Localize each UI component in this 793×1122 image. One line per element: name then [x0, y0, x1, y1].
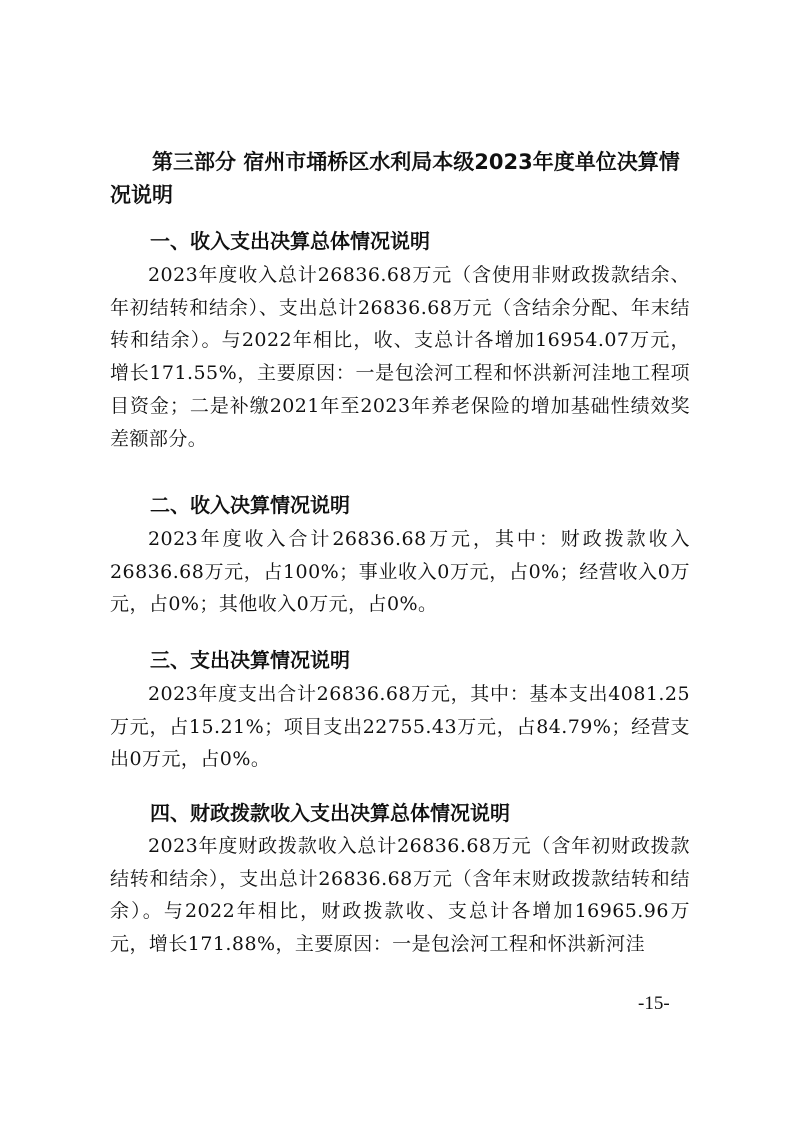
section-body-fiscal-appropriation-overview: 2023年度财政拨款收入总计26836.68万元（含年初财政拨款结转和结余），支出总计26836.68万元（含年末财政拨款结转和结余）。与2022年相比，财政拨款收、支总计各增加16965.96万元，增长171.88%，主要原因：一是包浍河工程和怀洪新河洼 [110, 835, 690, 956]
section-body-expenditure: 2023年度支出合计26836.68万元，其中：基本支出4081.25万元，占15.21%；项目支出22755.43万元，占84.79%；经营支出0万元，占0%。 [110, 683, 690, 771]
section-title-income-expenditure-overview: 一、收入支出决算总体情况说明 [150, 229, 430, 253]
page-number: -15- [638, 993, 670, 1014]
section-body-income-expenditure-overview: 2023年度收入总计26836.68万元（含使用非财政拨款结余、年初结转和结余）、支出总计26836.68万元（含结余分配、年末结转和结余）。与2022年相比，收、支总计各增加16954.07万元，增长171.55%，主要原因：一是包浍河工程和怀洪新河洼地工程项目资金；二是补缴2021年至2023年养老保险的增加基础性绩效奖差额部分。 [110, 264, 690, 450]
document-heading: 第三部分 宿州市埇桥区水利局本级2023年度单位决算情况说明 [110, 150, 680, 207]
section-body-income: 2023年度收入合计26836.68万元，其中：财政拨款收入26836.68万元，占100%；事业收入0万元，占0%；经营收入0万元，占0%；其他收入0万元，占0%。 [110, 528, 690, 616]
section-title-fiscal-appropriation-overview: 四、财政拨款收入支出决算总体情况说明 [150, 801, 510, 825]
section-title-expenditure: 三、支出决算情况说明 [150, 648, 350, 672]
section-title-income: 二、收入决算情况说明 [150, 493, 350, 517]
